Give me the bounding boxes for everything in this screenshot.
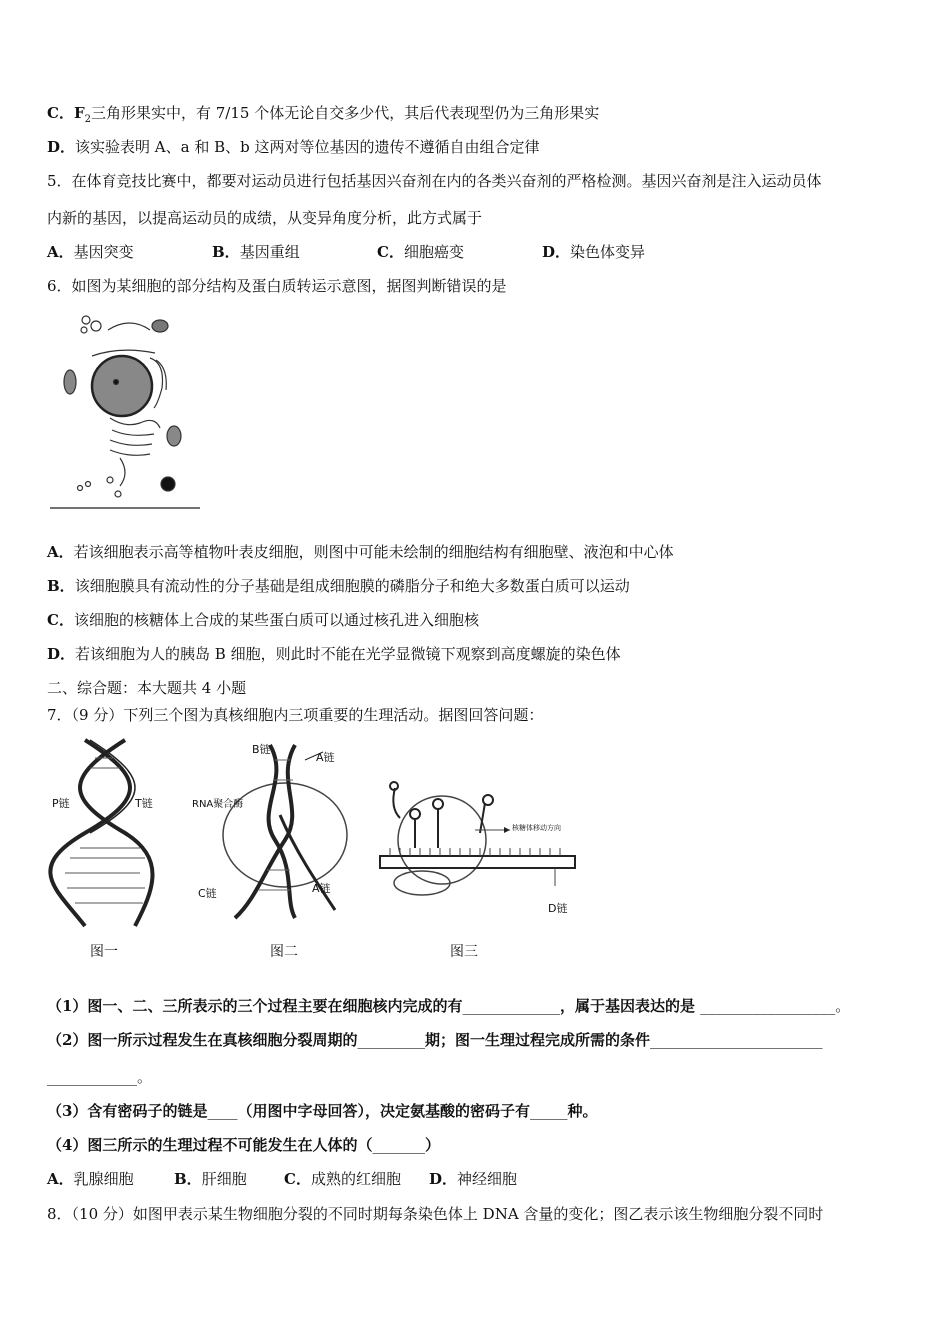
q7-stem: 7．（9 分）下列三个图为真核细胞内三项重要的生理活动。据图回答问题： xyxy=(47,706,544,724)
q6-option-d: D．若该细胞为人的胰岛 B 细胞，则此时不能在光学显微镜下观察到高度螺旋的染色体 xyxy=(47,645,621,663)
q5-option-d: D．染色体变异 xyxy=(542,243,646,261)
a-chain-top-label: A链 xyxy=(316,751,335,764)
q6-stem: 6．如图为某细胞的部分结构及蛋白质转运示意图，据图判断错误的是 xyxy=(47,277,507,295)
rna-polymerase-label: RNA聚合酶 xyxy=(192,799,244,810)
ribosome-direction-label: 核糖体移动方向 xyxy=(512,824,561,832)
q7-sub4: （4）图三所示的生理过程不可能发生在人体的（_______） xyxy=(47,1136,440,1154)
translation-figure xyxy=(370,778,585,908)
q5-option-a: A．基因突变 xyxy=(47,243,134,261)
a-chain-bottom-label: A链 xyxy=(312,882,331,895)
q7-option-b: B．肝细胞 xyxy=(174,1170,247,1188)
b-chain-label: B链 xyxy=(252,743,271,756)
q7-sub3: （3）含有密码子的链是____（用图中字母回答），决定氨基酸的密码子有_____种。 xyxy=(47,1102,598,1120)
p-chain-label: P链 xyxy=(52,797,70,810)
q6-option-a: A．若该细胞表示高等植物叶表皮细胞，则图中可能未绘制的细胞结构有细胞壁、液泡和中心体 xyxy=(47,543,674,561)
q5-stem-line1: 5．在体育竞技比赛中，都要对运动员进行包括基因兴奋剂在内的各类兴奋剂的严格检测。基因兴奋剂是注入运动员体 xyxy=(47,172,822,190)
q6-option-b: B．该细胞膜具有流动性的分子基础是组成细胞膜的磷脂分子和绝大多数蛋白质可以运动 xyxy=(47,577,630,595)
t-chain-label: T链 xyxy=(135,797,153,810)
section2-title: 二、综合题：本大题共 4 小题 xyxy=(47,679,247,697)
c-chain-label: C链 xyxy=(198,887,217,900)
q5-stem-line2: 内新的基因，以提高运动员的成绩，从变异角度分析，此方式属于 xyxy=(47,209,483,227)
q7-sub2: （2）图一所示过程发生在真核细胞分裂周期的_________期；图一生理过程完成所需的条件_______________________ xyxy=(47,1031,823,1049)
q7-option-d: D．神经细胞 xyxy=(429,1170,518,1188)
q8-stem: 8．（10 分）如图甲表示某生物细胞分裂的不同时期每条染色体上 DNA 含量的变化；图乙表示该生物细胞分裂不同时 xyxy=(47,1205,824,1223)
fig3-caption: 图三 xyxy=(450,944,478,960)
dna-replication-figure xyxy=(45,738,170,928)
q7-options xyxy=(47,1169,517,1189)
q4-option-c: C．$F_2$三角形果实中，有 7/15 个体无论自交多少代，其后代表现型仍为三角形果实 xyxy=(47,104,600,125)
q5-option-b: B．基因重组 xyxy=(212,243,300,261)
q7-option-a: A．乳腺细胞 xyxy=(47,1170,134,1188)
q7-sub1: （1）图一、二、三所表示的三个过程主要在细胞核内完成的有_____________，属于基因表达的是 __________________。 xyxy=(47,997,851,1015)
fig2-caption: 图二 xyxy=(270,944,298,960)
q5-option-c: C．细胞癌变 xyxy=(377,243,464,261)
q7-sub2-cont: ____________。 xyxy=(47,1068,153,1086)
fig1-caption: 图一 xyxy=(90,944,118,960)
q6-option-c: C．该细胞的核糖体上合成的某些蛋白质可以通过核孔进入细胞核 xyxy=(47,611,479,629)
d-chain-label: D链 xyxy=(548,902,568,915)
transcription-figure xyxy=(195,740,355,920)
q5-options xyxy=(47,242,645,262)
cell-structure-figure xyxy=(50,308,200,513)
q7-option-c: C．成熟的红细胞 xyxy=(284,1170,401,1188)
q4-option-d: D．该实验表明 A、a 和 B、b 这两对等位基因的遗传不遵循自由组合定律 xyxy=(47,138,540,156)
